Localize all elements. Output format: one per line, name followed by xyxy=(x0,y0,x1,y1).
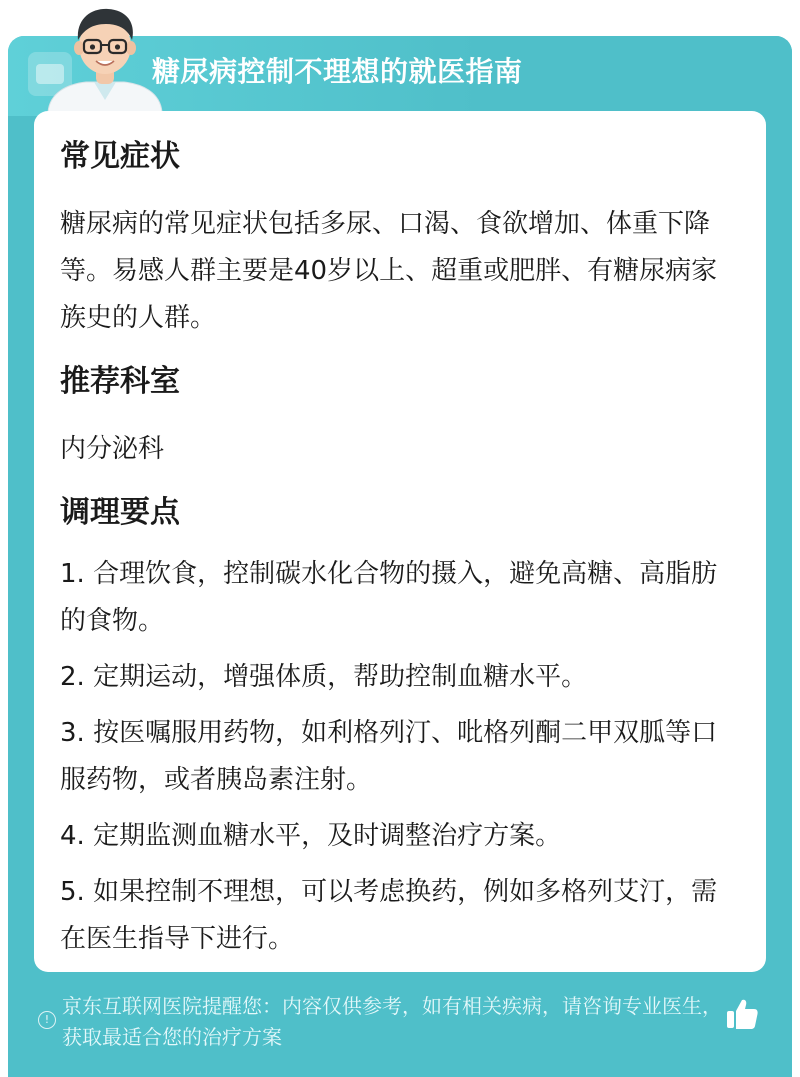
section-title-symptoms: 常见症状 xyxy=(60,139,180,174)
section-title-department: 推荐科室 xyxy=(60,364,180,399)
list-item: 1. 合理饮食，控制碳水化合物的摄入，避免高糖、高脂肪的食物。 xyxy=(60,559,718,636)
content-card xyxy=(34,111,766,972)
thumbs-up-icon[interactable] xyxy=(724,996,760,1032)
info-icon: ! xyxy=(38,1011,56,1029)
care-points-list xyxy=(60,551,740,963)
list-item: 3. 按医嘱服用药物，如利格列汀、吡格列酮二甲双胍等口服药物，或者胰岛素注射。 xyxy=(60,718,718,795)
list-item: 5. 如果控制不理想，可以考虑换药，例如多格列艾汀，需在医生指导下进行。 xyxy=(60,877,718,954)
disclaimer-text: 京东互联网医院提醒您：内容仅供参考，如有相关疾病，请咨询专业医生，获取最适合您的治疗方案 xyxy=(62,994,722,1049)
card-content xyxy=(60,133,740,963)
list-item: 4. 定期监测血糖水平，及时调整治疗方案。 xyxy=(60,821,562,851)
page-title: 糖尿病控制不理想的就医指南 xyxy=(152,55,523,88)
list-item: 2. 定期运动，增强体质，帮助控制血糖水平。 xyxy=(60,662,588,692)
section-title-care-points: 调理要点 xyxy=(60,495,180,530)
doctor-avatar xyxy=(40,0,170,112)
department-text: 内分泌科 xyxy=(60,434,165,464)
symptoms-text: 糖尿病的常见症状包括多尿、口渴、食欲增加、体重下降等。易感人群主要是40岁以上、超重或肥胖、有糖尿病家族史的人群。 xyxy=(60,209,718,333)
